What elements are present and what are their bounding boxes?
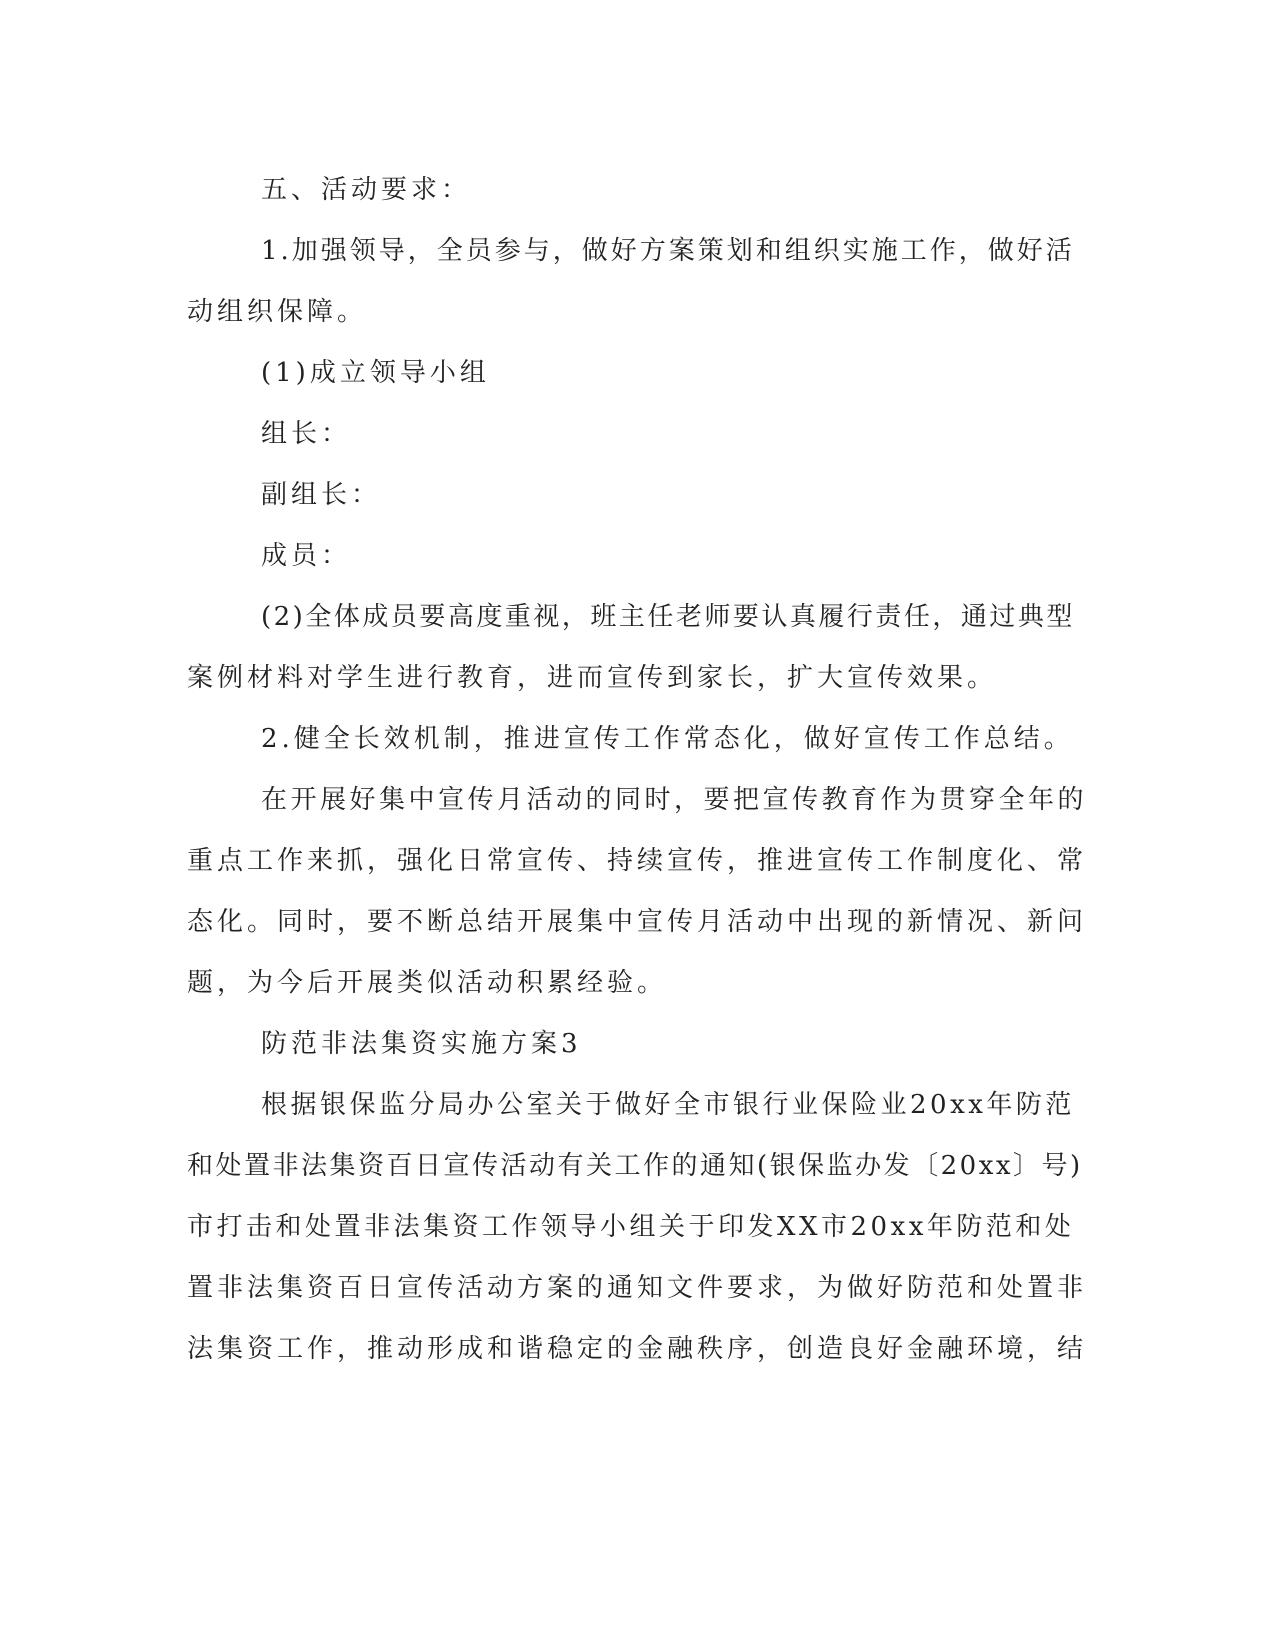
paragraph-line: 1.加强领导，全员参与，做好方案策划和组织实施工作，做好活 [261,236,1075,266]
paragraph-line: 在开展好集中宣传月活动的同时，要把宣传教育作为贯穿全年的 [261,785,1088,815]
paragraph-line: 题，为今后开展类似活动积累经验。 [187,968,668,998]
paragraph-line: 和处置非法集资百日宣传活动有关工作的通知(银保监办发〔20xx〕号) [187,1151,1083,1181]
section-heading: 五、活动要求： [261,175,472,205]
paragraph-line: 市打击和处置非法集资工作领导小组关于印发XX市20xx年防范和处 [187,1212,1075,1242]
paragraph-line: 案例材料对学生进行教育，进而宣传到家长，扩大宣传效果。 [187,663,998,693]
list-item: (2)全体成员要高度重视，班主任老师要认真履行责任，通过典型 [261,602,1075,632]
paragraph-line: 2.健全长效机制，推进宣传工作常态化，做好宣传工作总结。 [261,724,1074,754]
field-label: 组长： [261,419,352,449]
field-label: 副组长： [261,480,382,510]
list-item: (1)成立领导小组 [261,358,490,388]
paragraph-line: 置非法集资百日宣传活动方案的通知文件要求，为做好防范和处置非 [187,1273,1088,1303]
document-body [187,160,1087,1380]
paragraph-line: 重点工作来抓，强化日常宣传、持续宣传，推进宣传工作制度化、常 [187,846,1088,876]
paragraph-line: 法集资工作，推动形成和谐稳定的金融秩序，创造良好金融环境，结 [187,1334,1088,1364]
field-label: 成员： [261,541,352,571]
paragraph-line: 动组织保障。 [187,297,368,327]
paragraph-line: 根据银保监分局办公室关于做好全市银行业保险业20xx年防范 [261,1090,1075,1120]
paragraph-line: 态化。同时，要不断总结开展集中宣传月活动中出现的新情况、新问 [187,907,1088,937]
section-title: 防范非法集资实施方案3 [261,1029,582,1059]
